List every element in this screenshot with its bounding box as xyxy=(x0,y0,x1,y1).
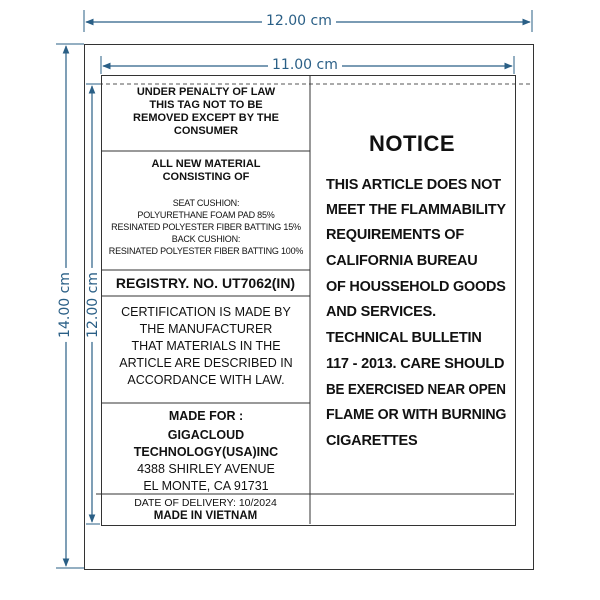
address-line: EL MONTE, CA 91731 xyxy=(143,479,269,493)
material-list xyxy=(103,197,309,257)
material-heading-line: CONSISTING OF xyxy=(162,171,250,183)
material-line: BACK CUSHION: xyxy=(171,234,241,244)
company-line: GIGACLOUD xyxy=(167,428,245,442)
material-line: RESINATED POLYESTER FIBER BATTING 15% xyxy=(111,222,301,232)
made-in: MADE IN VIETNAM xyxy=(153,510,258,522)
made-for-label: MADE FOR : xyxy=(168,409,244,423)
notice-line: 117 - 2013. CARE SHOULD xyxy=(326,356,505,372)
warning-line: CONSUMER xyxy=(173,125,239,137)
warning-line: THIS TAG NOT TO BE xyxy=(149,99,263,111)
notice-line: BE EXERCISED NEAR OPEN xyxy=(326,382,506,398)
material-line: RESINATED POLYESTER FIBER BATTING 100% xyxy=(108,246,304,256)
warning-block xyxy=(112,86,300,138)
inner-height-label: 12.00 cm xyxy=(85,268,101,342)
certification-text xyxy=(104,304,308,389)
company-line: TECHNOLOGY(USA)INC xyxy=(133,445,279,459)
notice-line: THIS ARTICLE DOES NOT xyxy=(326,177,501,193)
notice-line: AND SERVICES. xyxy=(326,304,436,320)
notice-line: TECHNICAL BULLETIN xyxy=(326,330,482,346)
warning-line: REMOVED EXCEPT BY THE xyxy=(133,112,279,124)
certification-line: ARTICLE ARE DESCRIBED IN xyxy=(119,356,293,370)
notice-line: REQUIREMENTS OF xyxy=(326,227,464,243)
material-heading xyxy=(112,158,300,184)
inner-width-label: 11.00 cm xyxy=(268,57,342,73)
certification-line: CERTIFICATION IS MADE BY xyxy=(121,305,291,319)
notice-line: CIGARETTES xyxy=(326,433,418,449)
material-line: SEAT CUSHION: xyxy=(172,198,240,208)
certification-line: THE MANUFACTURER xyxy=(139,322,273,336)
registry-number: REGISTRY. NO. UT7062(IN) xyxy=(115,275,296,291)
warning-line: UNDER PENALTY OF LAW xyxy=(136,86,276,98)
certification-line: ACCORDANCE WITH LAW. xyxy=(127,373,285,387)
outer-height-label: 14.00 cm xyxy=(57,268,73,342)
made-for-block xyxy=(104,407,308,495)
notice-line: OF HOUSSEHOLD GOODS xyxy=(326,279,506,295)
notice-title: NOTICE xyxy=(368,131,456,156)
notice-line: CALIFORNIA BUREAU xyxy=(326,253,478,269)
material-line: POLYURETHANE FOAM PAD 85% xyxy=(137,210,275,220)
address-line: 4388 SHIRLEY AVENUE xyxy=(137,462,275,476)
delivery-date: DATE OF DELIVERY: 10/2024 xyxy=(134,497,277,509)
material-heading-line: ALL NEW MATERIAL xyxy=(151,158,261,170)
certification-line: THAT MATERIALS IN THE xyxy=(131,339,281,353)
notice-line: FLAME OR WITH BURNING xyxy=(326,407,507,423)
notice-line: MEET THE FLAMMABILITY xyxy=(326,202,506,218)
outer-width-label: 12.00 cm xyxy=(262,13,336,29)
